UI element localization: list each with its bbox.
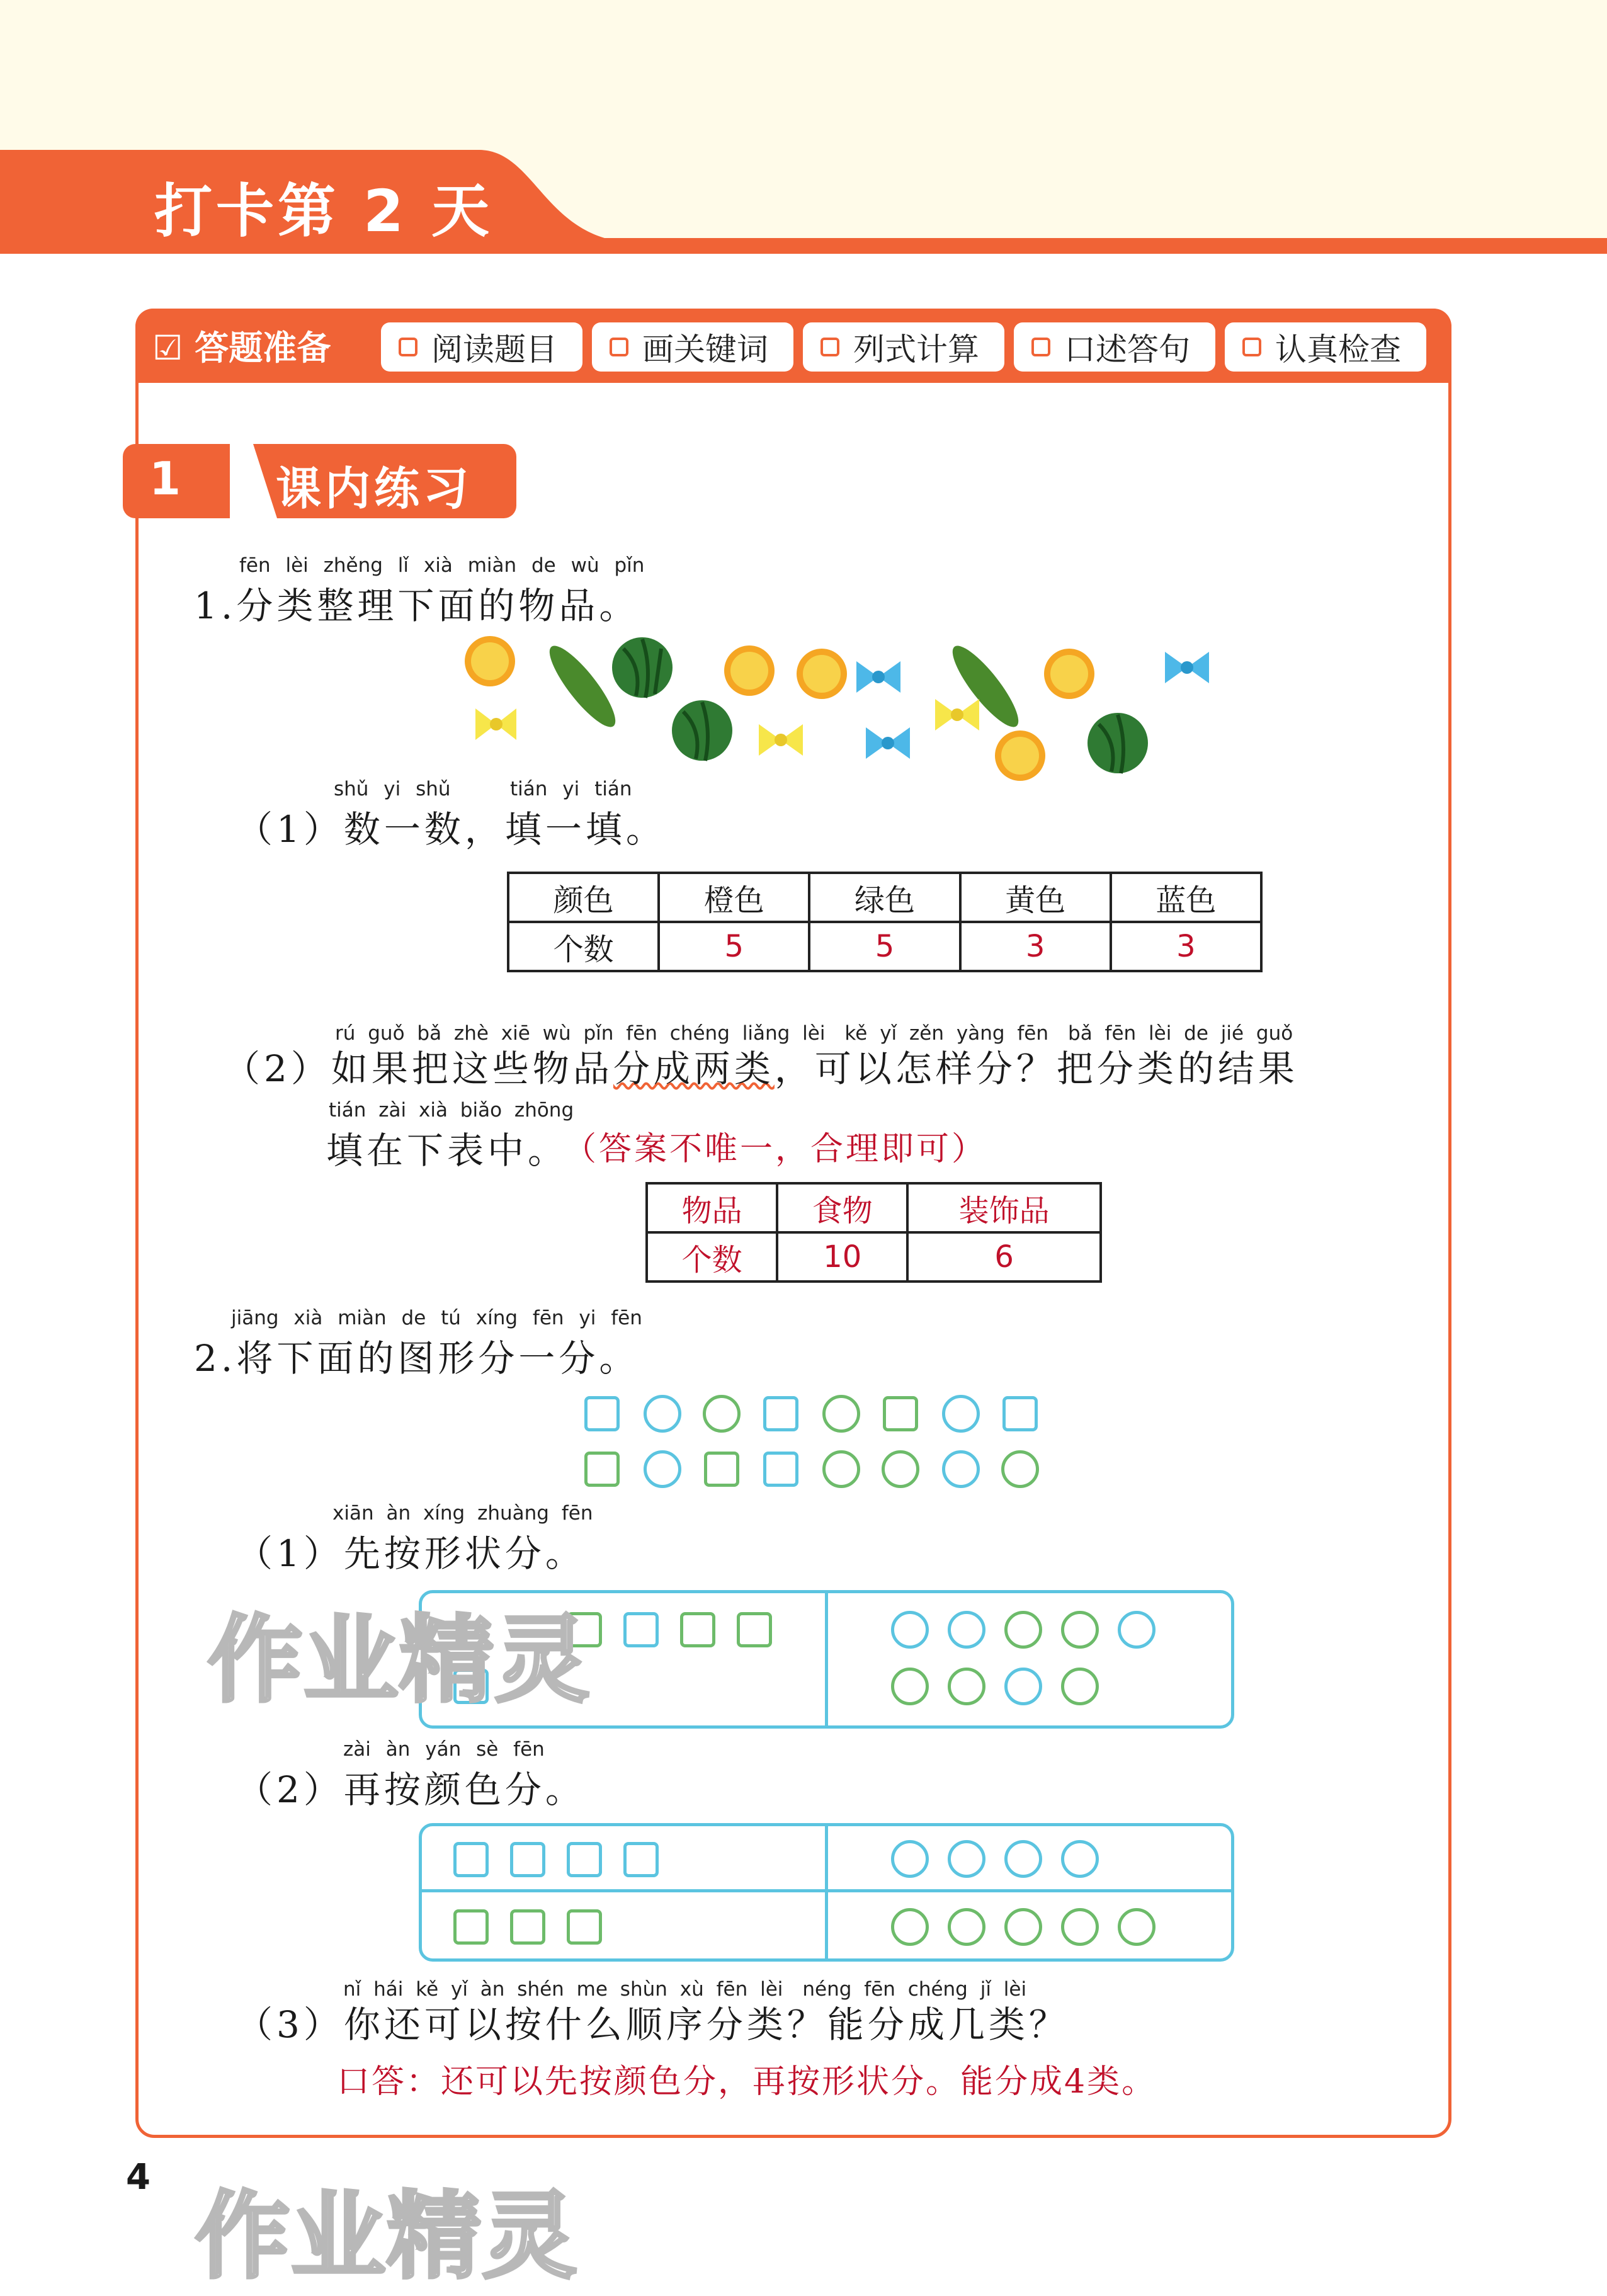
table-cell: 橙色 [659,873,809,922]
q1-sub2-pinyin-2: tián zài xià biǎo zhōng [329,1099,574,1122]
green-circle-icon [703,1395,741,1433]
blue-circle-icon [948,1840,985,1878]
orange-icon [465,636,515,686]
green-circle-icon [1001,1450,1039,1488]
wavy-keyword: 分成两类 [613,1047,775,1090]
table-cell: 个数 [508,922,659,971]
green-circle-icon [1061,1611,1099,1649]
watermark: 作业精灵 [195,2182,579,2292]
answer-cell: 6 [907,1232,1101,1282]
blue-bow-icon [866,727,910,759]
green-square-icon [510,1909,545,1945]
answer-note: （答案不唯一，合理即可） [564,1130,987,1168]
blue-circle-icon [891,1611,929,1649]
green-square-icon [567,1909,602,1945]
q2-sub1-pinyin: xiān àn xíng zhuàng fēn [332,1502,593,1525]
prep-item-calc[interactable]: 列式计算 [803,322,1004,372]
q1-sub2-text-2: 填在下表中。 [326,1129,569,1172]
answer-cell: 5 [809,922,960,971]
yellow-bow-icon [475,708,516,740]
blue-circle-icon [1004,1840,1042,1878]
green-circle-icon [891,1908,929,1946]
green-circle-icon [1061,1668,1099,1705]
watermelon-icon [1087,713,1148,773]
table-row [647,1232,1101,1282]
blue-circle-icon [942,1450,980,1488]
q1-sub2-text: （2）如果把这些物品分成两类，可以怎样分？把分类的结果 [224,1047,1298,1090]
watermelon-icon [612,637,673,698]
q1-sub2-pinyin: rú guǒ bǎ zhè xiē wù pǐn fēn chéng liǎng lèi kě yǐ zěn yàng fēn bǎ fēn lèi de jié guǒ [335,1022,1293,1045]
blue-bow-icon [856,661,900,693]
panel-divider [422,1889,1231,1892]
green-circle-icon [822,1450,860,1488]
q2-text: 2.将下面的图形分一分。 [194,1337,640,1380]
items-illustration [453,623,1228,787]
green-circle-icon [891,1668,929,1705]
blue-circle-icon [948,1611,985,1649]
prep-item-oral[interactable]: 口述答句 [1014,322,1215,372]
table-cell: 绿色 [809,873,960,922]
prep-label: ☑ 答题准备 [152,328,331,368]
table-cell: 个数 [647,1232,777,1282]
blue-circle-icon [942,1395,980,1433]
table-header-row [647,1183,1101,1232]
answer-cell: 5 [659,922,809,971]
section-title: 课内练习 [276,462,473,515]
prep-item-read[interactable]: 阅读题目 [381,322,582,372]
table-row [508,922,1261,971]
color-count-table [507,872,1263,972]
yellow-bow-icon [935,699,979,730]
checkbox-icon [610,338,628,356]
orange-icon [1044,649,1094,699]
yellow-bow-icon [759,724,803,756]
blue-circle-icon [1061,1840,1099,1878]
checklist-icon: ☑ [152,328,195,368]
blue-circle-icon [644,1450,681,1488]
checkbox-icon [399,338,417,356]
q1-text: 1.分类整理下面的物品。 [194,584,640,627]
answer-cell: 3 [960,922,1111,971]
panel-divider [825,1826,828,1958]
table-cell: 食物 [777,1183,907,1232]
orange-icon [995,730,1045,781]
q1-sub1-pinyin-1: shǔ yi shǔ [334,778,451,800]
green-square-icon [883,1396,918,1431]
table-cell: 物品 [647,1183,777,1232]
q2-sub1-text: （1）先按形状分。 [236,1532,586,1575]
blue-square-icon [584,1396,620,1431]
green-circle-icon [822,1395,860,1433]
green-square-icon [584,1452,620,1487]
table-header-row [508,873,1261,922]
q2-pinyin: jiāng xià miàn de tú xíng fēn yi fēn [231,1307,642,1329]
table-cell: 蓝色 [1111,873,1261,922]
q1-pinyin: fēn lèi zhěng lǐ xià miàn de wù pǐn [239,554,645,577]
green-square-icon [453,1909,489,1945]
green-circle-icon [948,1908,985,1946]
blue-square-icon [763,1396,798,1431]
green-square-icon [680,1612,715,1647]
table-cell: 装饰品 [907,1183,1101,1232]
q2-sub2-text: （2）再按颜色分。 [236,1768,586,1811]
answer-cell: 3 [1111,922,1261,971]
page-number: 4 [126,2157,150,2198]
shapes-to-sort [579,1395,1058,1496]
blue-bow-icon [1165,652,1209,683]
checkbox-icon [1242,338,1261,356]
blue-square-icon [510,1842,545,1877]
watermark: 作业精灵 [208,1606,591,1715]
q1-sub1-pinyin-2: tián yi tián [510,778,632,800]
q2-sub3-text: （3）你还可以按什么顺序分类？能分成几类？ [236,2003,1069,2046]
green-square-icon [737,1612,772,1647]
blue-square-icon [763,1452,798,1487]
green-circle-icon [948,1668,985,1705]
prep-item-check[interactable]: 认真检查 [1225,322,1426,372]
panel-divider [825,1593,828,1725]
section-number: 1 [149,452,181,505]
blue-square-icon [623,1612,659,1647]
green-circle-icon [1061,1908,1099,1946]
orange-icon [724,645,775,696]
prep-item-keywords[interactable]: 画关键词 [592,322,793,372]
blue-circle-icon [644,1395,681,1433]
blue-square-icon [1002,1396,1038,1431]
green-circle-icon [1118,1908,1156,1946]
q2-sub3-pinyin: nǐ hái kě yǐ àn shén me shùn xù fēn lèi néng fēn chéng jǐ lèi [343,1978,1027,2001]
category-table [645,1182,1102,1283]
green-circle-icon [1004,1908,1042,1946]
color-sort-panel [419,1823,1234,1962]
checkbox-icon [821,338,839,356]
blue-square-icon [567,1842,602,1877]
q2-sub3-answer: 口答：还可以先按颜色分，再按形状分。能分成4类。 [337,2063,1157,2101]
green-circle-icon [1004,1611,1042,1649]
blue-square-icon [623,1842,659,1877]
watermelon-icon [672,700,732,761]
green-square-icon [704,1452,739,1487]
page-title: 打卡第 2 天 [154,178,494,245]
blue-square-icon [453,1842,489,1877]
answer-cell: 10 [777,1232,907,1282]
table-cell: 黄色 [960,873,1111,922]
cucumber-icon [540,638,624,734]
checkbox-icon [1031,338,1050,356]
q1-sub1-text: （1）数一数，填一填。 [236,808,666,851]
blue-circle-icon [891,1840,929,1878]
green-circle-icon [882,1450,919,1488]
q2-sub2-pinyin: zài àn yán sè fēn [343,1738,545,1761]
blue-circle-icon [1118,1611,1156,1649]
orange-icon [797,649,847,699]
blue-circle-icon [1004,1668,1042,1705]
table-cell: 颜色 [508,873,659,922]
